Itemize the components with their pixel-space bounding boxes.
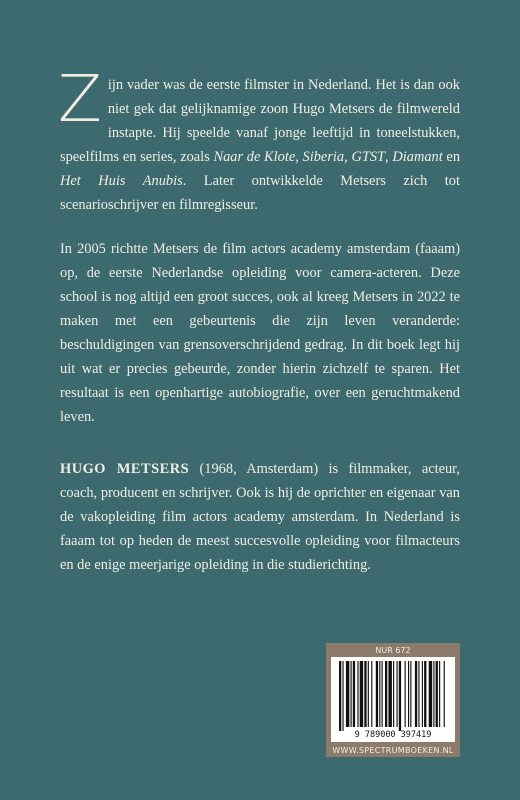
author-bio-paragraph (60, 457, 460, 577)
author-name: HUGO METSERS (60, 461, 190, 477)
title-gtst: GTST (351, 149, 386, 165)
drop-cap: Z (58, 63, 102, 137)
title-het-huis-anubis: Het Huis Anubis (60, 173, 183, 189)
author-bio-text: (1968, Amsterdam) is filmmaker, acteur, coach, producent en schrijver. Ook is hij de oprichter en eigenaar van de vakopleiding film actors academy amsterdam. In Nederland is faaam tot op heden de meest succesvolle opleiding voor filmacteurs en de enige meerjarige opleiding in die studierichting. (60, 461, 460, 573)
title-naar-de-klote: Naar de Klote (213, 149, 296, 165)
nur-code: NUR 672 (375, 646, 411, 655)
isbn-digits: 9 789000 397419 (354, 730, 432, 740)
barcode-panel (326, 643, 460, 757)
barcode-digits-layer (331, 657, 455, 742)
intro-text-1: ijn vader was de eerste filmster in Nederland. Het is dan ook niet gek dat gelijknamige zoon Hugo Metsers de filmwereld instapte. Hij speelde vanaf jonge leeftijd in toneelstukken, speelfilms en series, zoals (60, 77, 460, 165)
intro-text-2: . Later ontwikkelde Metsers zich tot scenarioschrijver en filmregisseur. (60, 173, 460, 213)
title-siberia: Siberia (302, 149, 345, 165)
intro-paragraph (58, 63, 461, 217)
barcode (331, 657, 455, 742)
title-diamant: Diamant (392, 149, 443, 165)
summary-paragraph (60, 237, 460, 429)
separator: en (442, 149, 461, 165)
separator: , (295, 149, 303, 165)
separator: , (385, 149, 393, 165)
separator: , (344, 149, 352, 165)
publisher-website: WWW.SPECTRUMBOEKEN.NL (332, 746, 454, 755)
summary-text: In 2005 richtte Metsers de film actors academy amsterdam (faaam) op, de eerste Nederlandse opleiding voor camera-acteren. Deze school is nog altijd een groot succes, ook al kreeg Metsers in 2022 te maken met een gebeurtenis die zijn leven veranderde: beschuldigingen van grensoverschrijdend gedrag. In dit boek legt hij uit wat er precies gebeurde, zonder hierin zichzelf te sparen. Het resultaat is een openhartige autobiografie, over een geruchtmakend leven. (60, 241, 460, 425)
